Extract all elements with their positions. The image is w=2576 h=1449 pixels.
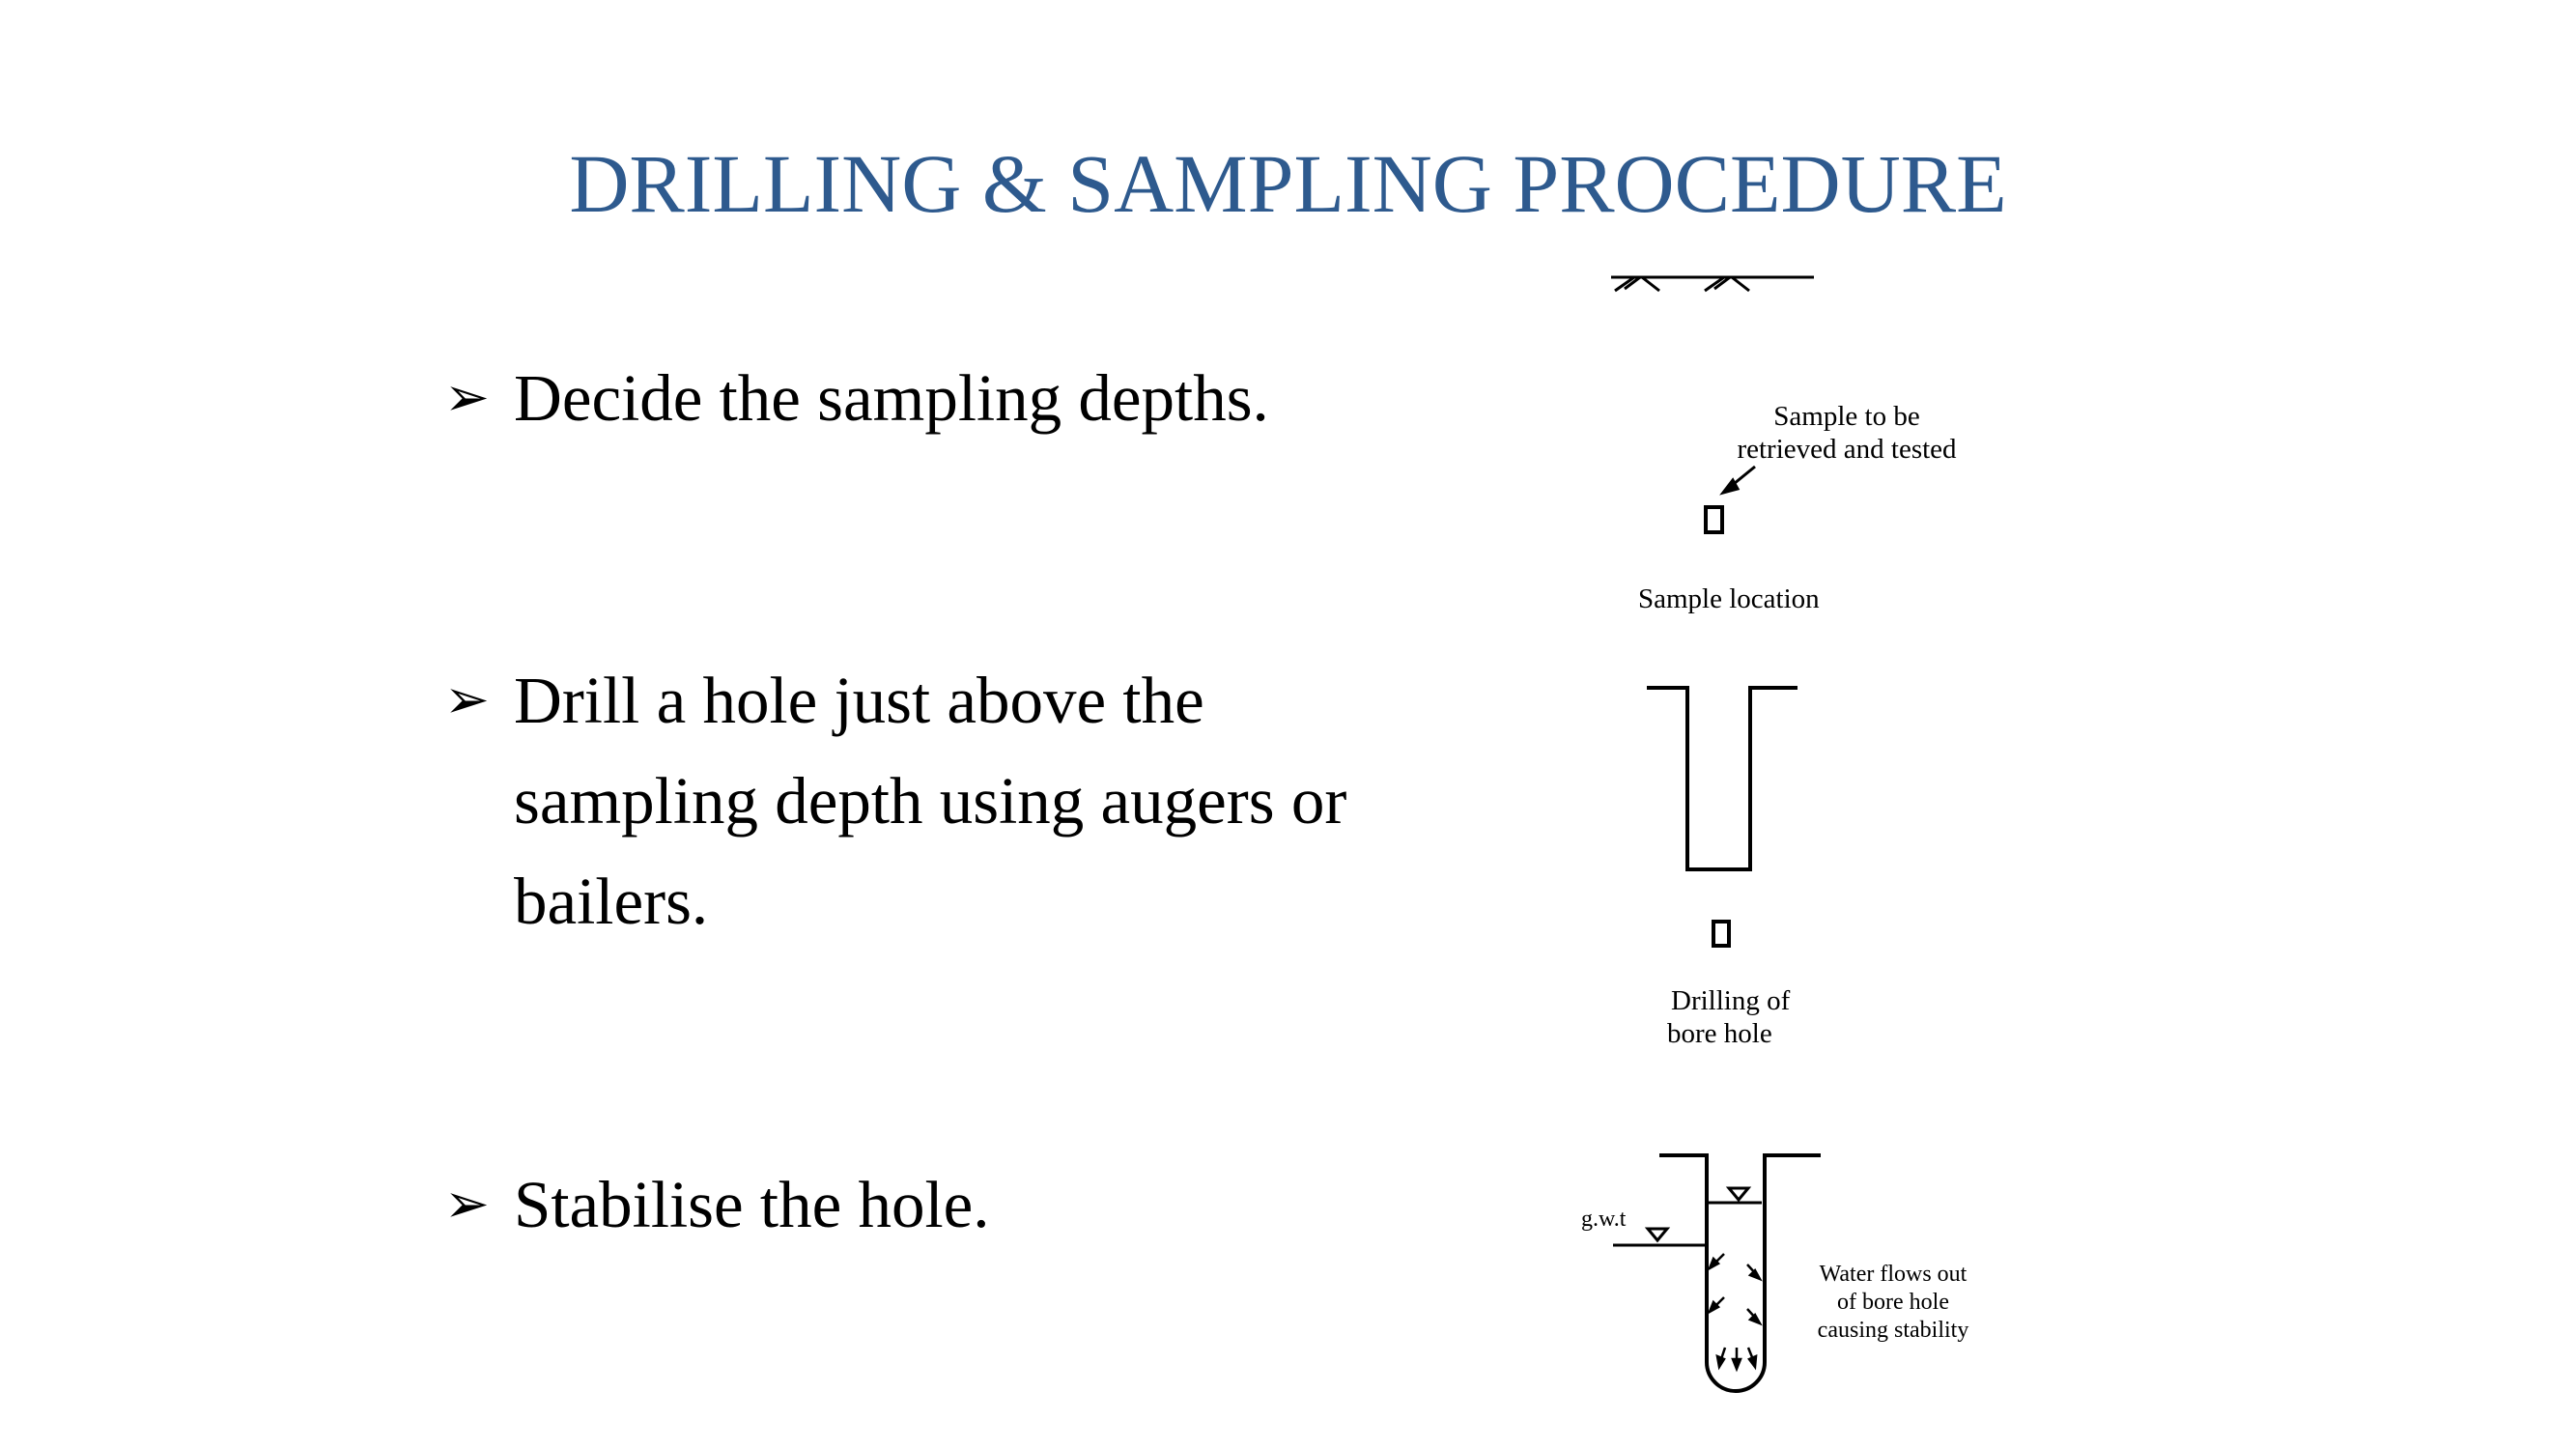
water-label-line3: causing stability [1817,1318,1969,1343]
slide-title: DRILLING & SAMPLING PROCEDURE [569,137,2007,230]
water-label-line2: of bore hole [1837,1290,1949,1315]
arrowhead-bullet-icon: ➢ [444,366,490,429]
borehole-diagram [1526,242,2067,1401]
water-table-icon [1613,1188,1762,1245]
bore-hole-outline [1647,688,1798,869]
arrowhead-bullet-icon: ➢ [444,1173,490,1236]
bullet-item [444,1154,1410,1255]
water-flow-arrows-icon [1710,1254,1760,1369]
bullet-text: Decide the sampling depths. [514,361,1269,435]
gwt-label: g.w.t [1581,1207,1627,1232]
sample-label-line1: Sample to be [1773,401,1920,432]
bullet-text: Drill a hole just above the sampling depth using augers or bailers. [514,664,1347,938]
sample-label-line2: retrieved and tested [1737,434,1957,465]
bullet-item [444,650,1372,952]
arrow-icon [1723,467,1755,493]
ground-surface-icon [1611,277,1814,291]
bullet-text: Stabilise the hole. [514,1168,990,1241]
arrowhead-bullet-icon: ➢ [444,668,490,731]
sample-box-icon [1706,507,1722,532]
drilling-label-line2: bore hole [1667,1018,1772,1049]
sample-location-label: Sample location [1638,583,1820,614]
drilling-label-line1: Drilling of [1671,985,1791,1016]
sample-box-icon [1713,922,1729,946]
water-label-line1: Water flows out [1819,1262,1967,1287]
bullet-item [444,348,1410,448]
stabilised-hole-outline [1659,1155,1821,1391]
